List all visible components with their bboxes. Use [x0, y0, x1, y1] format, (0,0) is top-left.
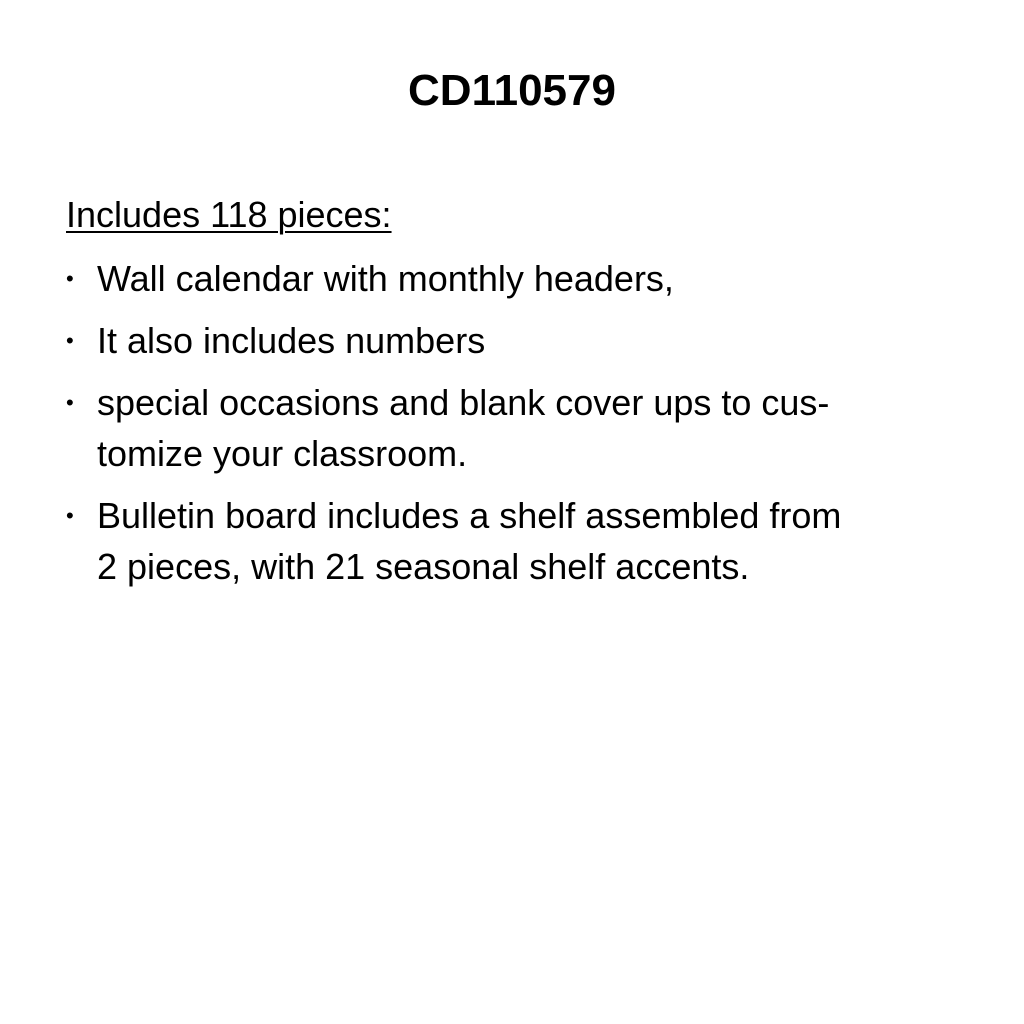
- list-item: [66, 490, 946, 592]
- list-item-text: It also includes numbers: [97, 320, 486, 361]
- bullet-icon: •: [66, 328, 74, 353]
- list-item: [66, 253, 946, 304]
- list-item: [66, 377, 946, 479]
- bullet-icon: •: [66, 390, 74, 415]
- list-heading: Includes 118 pieces:: [66, 194, 392, 235]
- list-item-text: special occasions and blank cover ups to cus- tomize your classroom.: [97, 382, 830, 474]
- feature-list: [66, 253, 946, 603]
- list-item-text: Wall calendar with monthly headers,: [97, 258, 674, 299]
- bullet-icon: •: [66, 266, 74, 291]
- page-title: CD110579: [408, 66, 616, 115]
- list-item-text: Bulletin board includes a shelf assembled from 2 pieces, with 21 seasonal shelf accents.: [97, 495, 842, 587]
- list-item: [66, 315, 946, 366]
- bullet-icon: •: [66, 503, 74, 528]
